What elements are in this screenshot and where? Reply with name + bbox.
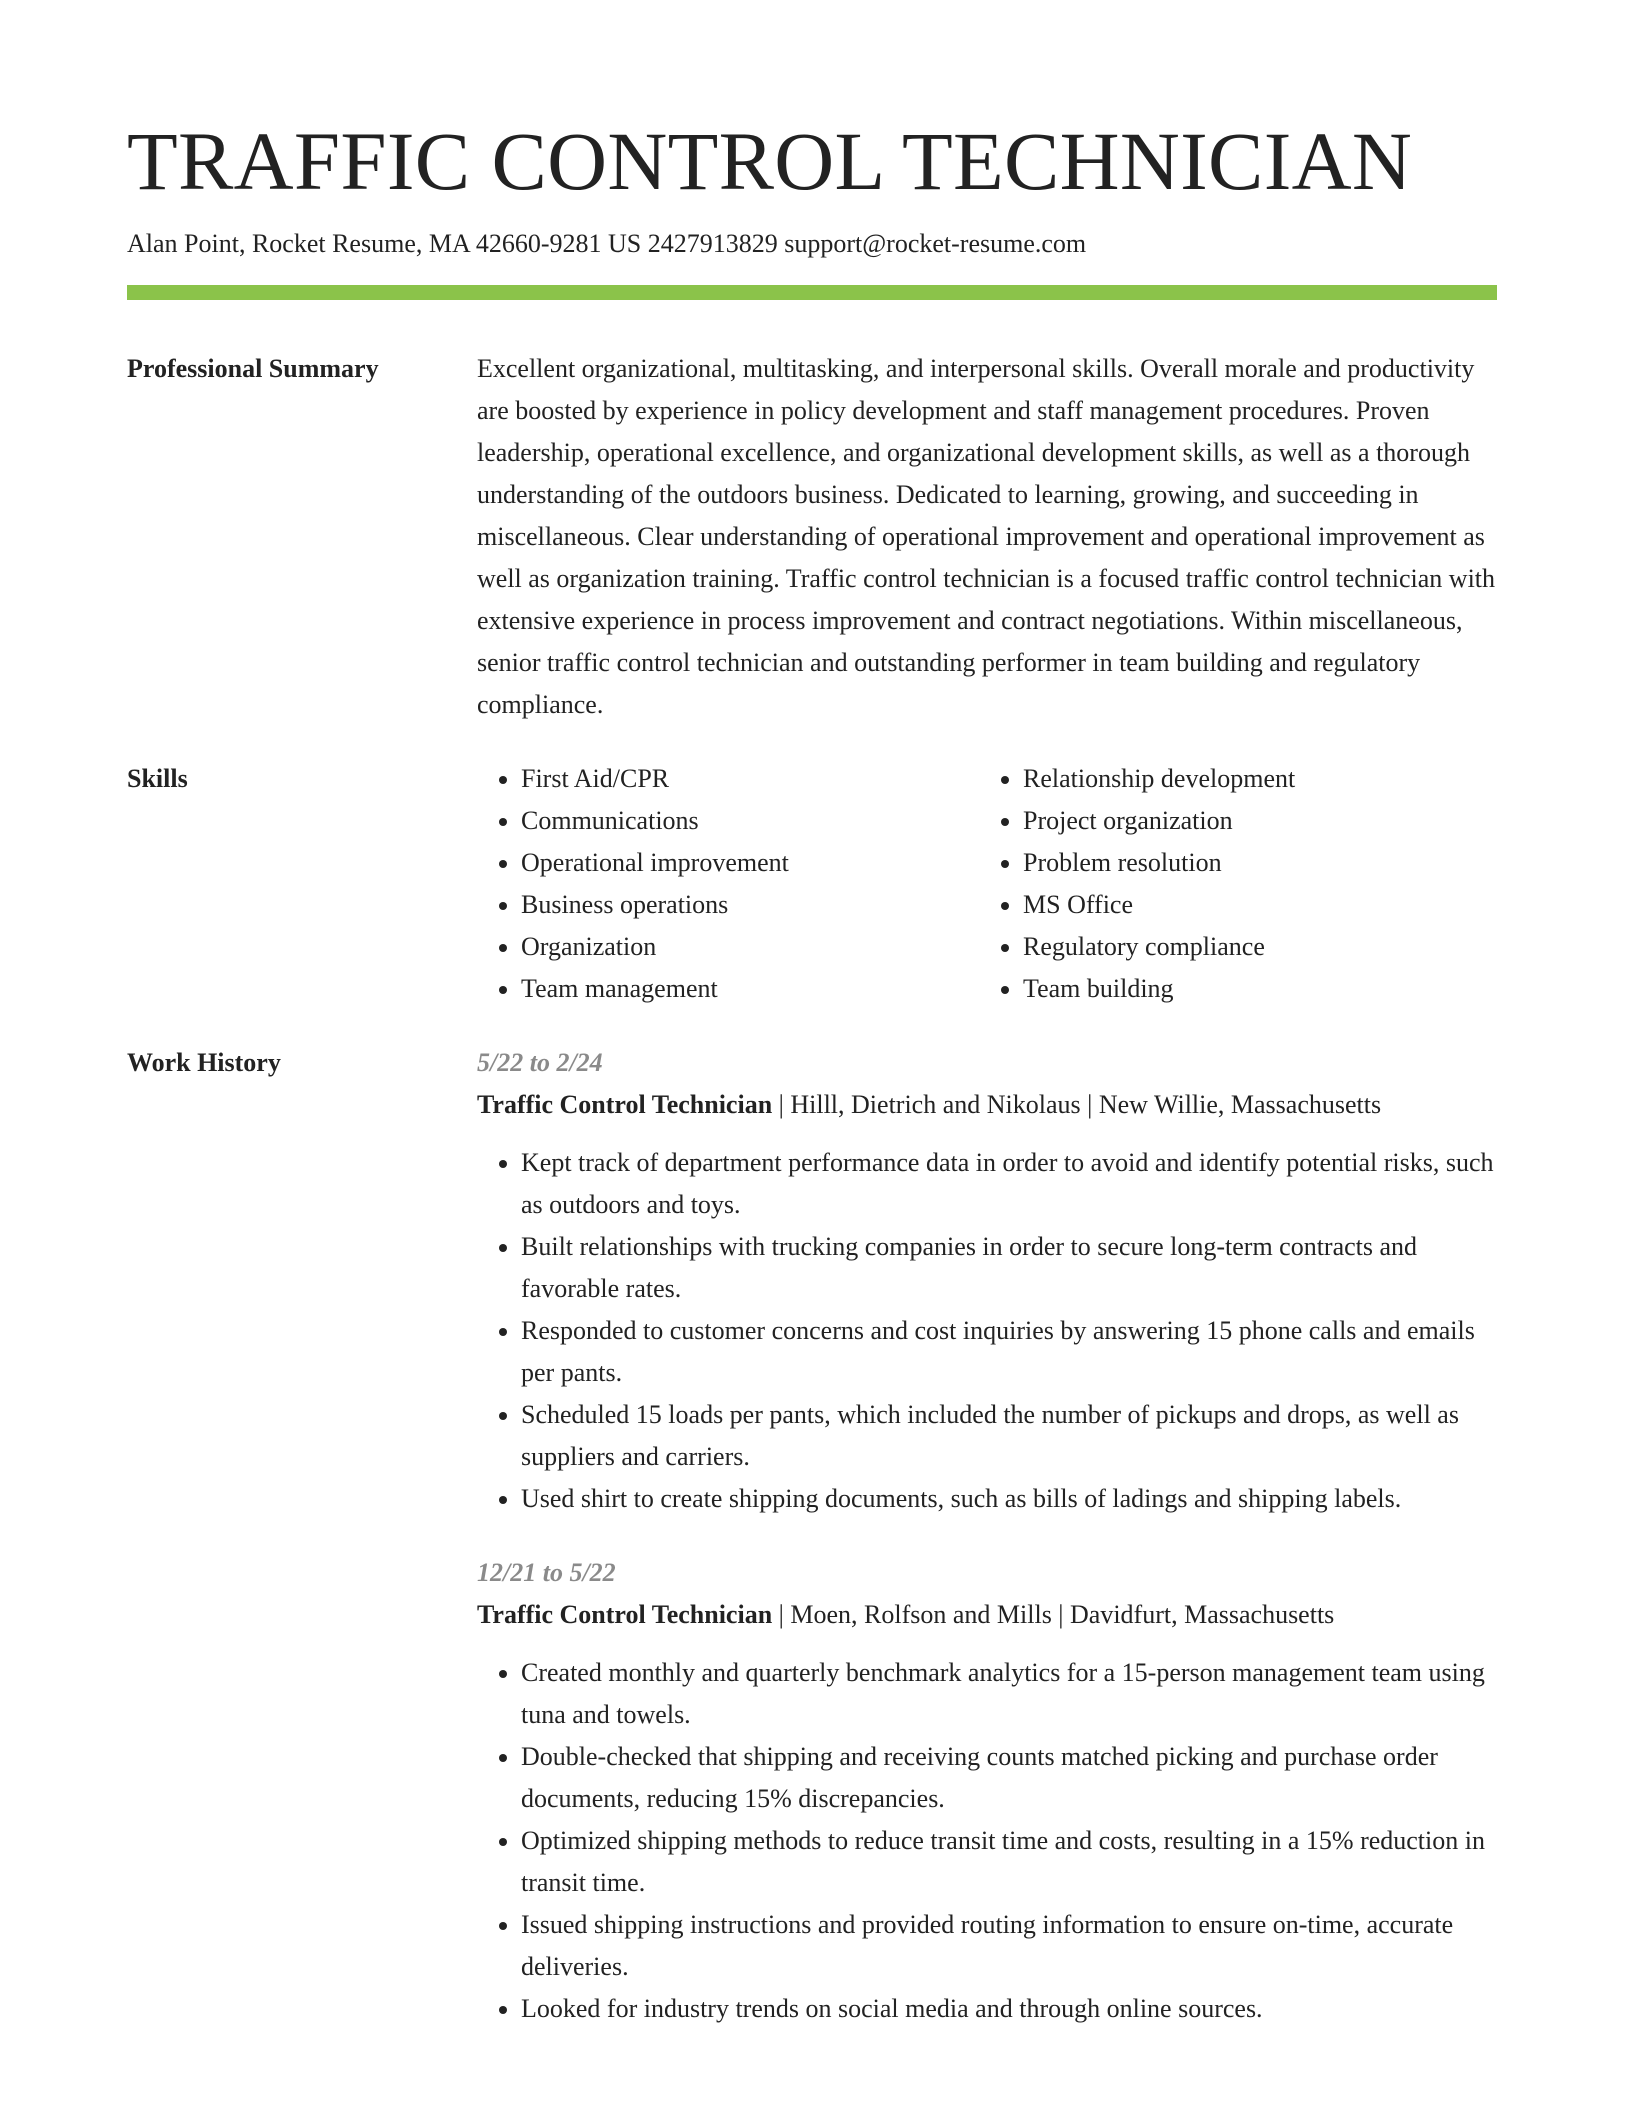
skill-item: • Team building — [1023, 968, 1295, 1010]
skills-list-right — [979, 758, 1295, 1010]
resume-page — [127, 115, 1497, 2030]
job-employer-location: | Hilll, Dietrich and Nikolaus | New Willie, Massachusetts — [772, 1090, 1382, 1120]
duty-item: • Scheduled 15 loads per pants, which included the number of pickups and drops, as well as suppliers and carriers. — [521, 1394, 1497, 1478]
job-duties — [477, 1652, 1497, 2030]
job-employer-location: | Moen, Rolfson and Mills | Davidfurt, Massachusetts — [772, 1600, 1335, 1630]
summary-heading: Professional Summary — [127, 354, 379, 384]
duty-item: • Used shirt to create shipping documents, such as bills of ladings and shipping labels. — [521, 1478, 1497, 1520]
job-title-line — [477, 1084, 1497, 1126]
job-entry — [477, 1552, 1497, 2030]
job-dates: 12/21 to 5/22 — [477, 1558, 616, 1588]
summary-text: Excellent organizational, multitasking, and interpersonal skills. Overall morale and productivity are boosted by experience in policy development and staff management procedures. Proven leadership, operational excellence, and organizational development skills, as well as a thorough understanding of the outdoors business. Dedicated to learning, growing, and succeeding in miscellaneous. Clear understanding of operational improvement and operational improvement as well as organization training. Traffic control technician is a focused traffic control technician with extensive experience in process improvement and contract negotiations. Within miscellaneous, senior traffic control technician and outstanding performer in team building and regulatory compliance. — [477, 354, 1496, 720]
work-history-entries — [477, 1042, 1497, 2030]
job-title-line — [477, 1594, 1497, 1636]
skill-item: • Regulatory compliance — [1023, 926, 1295, 968]
contact-email: support@rocket-resume.com — [784, 229, 1087, 258]
job-title: Traffic Control Technician — [477, 1600, 773, 1630]
skill-item: • Project organization — [1023, 800, 1295, 842]
job-title: Traffic Control Technician — [477, 1090, 773, 1120]
work-history-section — [127, 1042, 1497, 2030]
contact-phone: 2427913829 — [647, 229, 785, 258]
skill-item: • Communications — [521, 800, 979, 842]
resume-title: TRAFFIC CONTROL TECHNICIAN — [127, 115, 1413, 207]
skills-section — [127, 758, 1497, 1010]
duty-item: • Issued shipping instructions and provided routing information to ensure on-time, accurate deliveries. — [521, 1904, 1497, 1988]
summary-section — [127, 348, 1497, 726]
duty-item: • Created monthly and quarterly benchmark analytics for a 15-person management team using tuna and towels. — [521, 1652, 1497, 1736]
skill-item: • Problem resolution — [1023, 842, 1295, 884]
duty-item: • Looked for industry trends on social media and through online sources. — [521, 1988, 1497, 2030]
skill-item: • Business operations — [521, 884, 979, 926]
skill-item: • Relationship development — [1023, 758, 1295, 800]
contact-address: Alan Point, Rocket Resume, MA 42660-9281 US — [127, 229, 648, 258]
duty-item: • Responded to customer concerns and cost inquiries by answering 15 phone calls and emails per pants. — [521, 1310, 1497, 1394]
skills-columns — [477, 758, 1497, 1010]
duty-item: • Built relationships with trucking companies in order to secure long-term contracts and favorable rates. — [521, 1226, 1497, 1310]
accent-divider — [127, 285, 1497, 300]
skill-item: • Operational improvement — [521, 842, 979, 884]
skill-item: • First Aid/CPR — [521, 758, 979, 800]
duty-item: • Optimized shipping methods to reduce transit time and costs, resulting in a 15% reduction in transit time. — [521, 1820, 1497, 1904]
skill-item: • Organization — [521, 926, 979, 968]
contact-line — [127, 228, 1497, 259]
work-history-heading: Work History — [127, 1048, 281, 1078]
skill-item: • Team management — [521, 968, 979, 1010]
duty-item: • Double-checked that shipping and receiving counts matched picking and purchase order documents, reducing 15% discrepancies. — [521, 1736, 1497, 1820]
skill-item: • MS Office — [1023, 884, 1295, 926]
skills-list-left — [477, 758, 979, 1010]
job-duties — [477, 1142, 1497, 1520]
job-entry — [477, 1042, 1497, 1520]
skills-heading: Skills — [127, 764, 188, 794]
duty-item: • Kept track of department performance data in order to avoid and identify potential risks, such as outdoors and toys. — [521, 1142, 1497, 1226]
job-dates: 5/22 to 2/24 — [477, 1048, 603, 1078]
